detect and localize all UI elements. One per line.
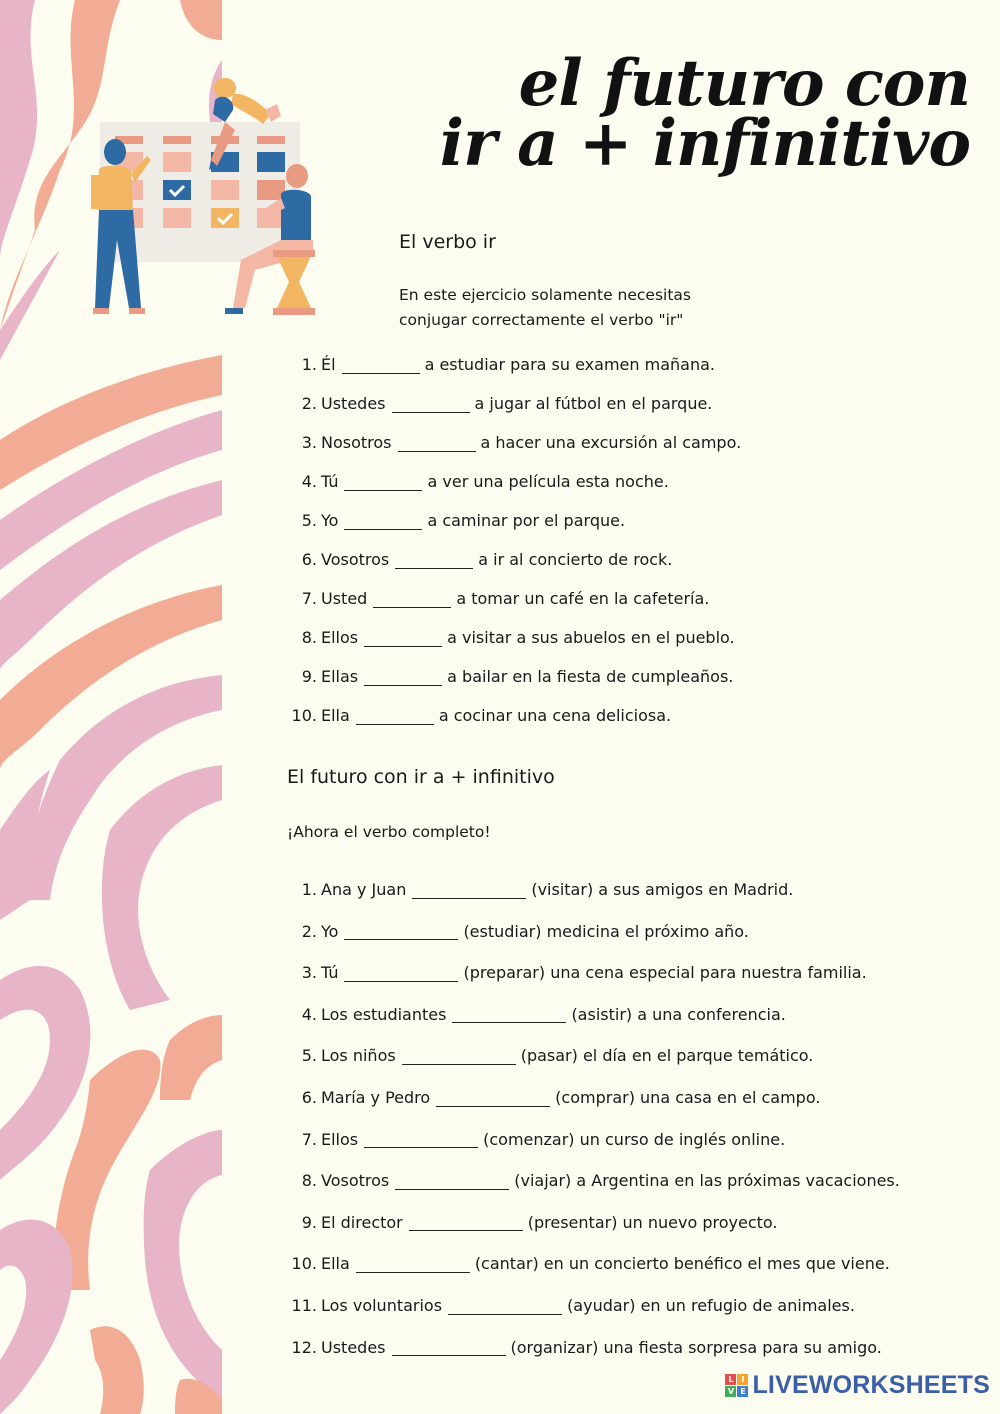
item-sentence: a bailar en la fiesta de cumpleaños. <box>447 667 734 686</box>
item-sentence: (estudiar) medicina el próximo año. <box>463 921 749 941</box>
section1-instruction <box>399 283 691 333</box>
item-subject: Ustedes <box>321 1337 386 1357</box>
item-sentence: a cocinar una cena deliciosa. <box>438 706 672 725</box>
answer-blank-input[interactable] <box>364 1133 478 1148</box>
item-subject: Ustedes <box>321 394 386 413</box>
exercise-item <box>287 922 749 941</box>
item-sentence: a hacer una excursión al campo. <box>480 433 742 452</box>
item-number: 6. <box>301 1088 317 1107</box>
item-sentence: (asistir) a una conferencia. <box>571 1004 786 1024</box>
item-number: 4. <box>301 472 317 491</box>
answer-blank-input[interactable] <box>395 554 473 569</box>
item-sentence: (presentar) un nuevo proyecto. <box>527 1212 778 1232</box>
answer-blank-input[interactable] <box>344 967 458 982</box>
item-subject: Yo <box>321 921 339 941</box>
exercise-item <box>287 394 712 413</box>
item-sentence: (viajar) a Argentina en las próximas vacaciones. <box>514 1171 900 1191</box>
item-subject: Los niños <box>321 1046 396 1066</box>
exercise-item <box>287 472 669 491</box>
item-sentence: a jugar al fútbol en el parque. <box>474 394 713 413</box>
logo-letter: V <box>725 1386 736 1397</box>
item-number: 8. <box>301 628 317 647</box>
page-title-line-1: el futuro con <box>518 46 970 121</box>
logo-letter: E <box>737 1386 748 1397</box>
item-sentence: a estudiar para su examen mañana. <box>424 355 715 374</box>
item-subject: María y Pedro <box>321 1088 431 1107</box>
exercise-item <box>287 1088 820 1107</box>
item-number: 9. <box>301 1212 317 1232</box>
exercise-item <box>287 511 625 530</box>
liveworksheets-brand: LIVEWORKSHEETS <box>752 1371 990 1399</box>
item-number: 1. <box>301 880 317 899</box>
answer-blank-input[interactable] <box>373 593 451 608</box>
calendar-planning-illustration <box>85 70 325 325</box>
item-number: 10. <box>291 706 317 725</box>
item-subject: Nosotros <box>321 433 392 452</box>
answer-blank-input[interactable] <box>344 476 422 491</box>
item-subject: Tú <box>321 963 339 983</box>
item-subject: Ella <box>321 706 350 725</box>
exercise-item <box>287 667 733 686</box>
answer-blank-input[interactable] <box>398 437 476 452</box>
item-sentence: (preparar) una cena especial para nuestra familia. <box>463 963 867 983</box>
item-number: 11. <box>291 1296 317 1315</box>
answer-blank-input[interactable] <box>392 398 470 413</box>
answer-blank-input[interactable] <box>452 1008 566 1023</box>
item-number: 3. <box>301 433 317 452</box>
answer-blank-input[interactable] <box>392 1341 506 1356</box>
page-title-line-2: ir a + infinitivo <box>439 106 970 181</box>
item-number: 3. <box>301 963 317 983</box>
exercise-item <box>287 550 672 569</box>
exercise-item <box>287 1130 785 1149</box>
exercise-item <box>287 355 715 374</box>
answer-blank-input[interactable] <box>436 1092 550 1107</box>
item-sentence: a ver una película esta noche. <box>427 472 669 491</box>
section2-instruction: ¡Ahora el verbo completo! <box>287 823 491 841</box>
exercise-item <box>287 1338 882 1357</box>
logo-letter: L <box>725 1374 736 1385</box>
liveworksheets-logo <box>725 1371 990 1400</box>
item-subject: Ella <box>321 1254 350 1274</box>
item-subject: Él <box>321 355 336 374</box>
exercise-item <box>287 880 793 899</box>
item-sentence: (comprar) una casa en el campo. <box>555 1088 821 1107</box>
item-subject: Vosotros <box>321 1171 390 1191</box>
exercise-item <box>287 589 709 608</box>
answer-blank-input[interactable] <box>364 671 442 686</box>
item-number: 4. <box>301 1004 317 1024</box>
exercise-item <box>287 1046 813 1065</box>
answer-blank-input[interactable] <box>395 1175 509 1190</box>
item-number: 5. <box>301 1046 317 1066</box>
answer-blank-input[interactable] <box>364 632 442 647</box>
item-subject: Los estudiantes <box>321 1004 447 1024</box>
exercise-item <box>287 628 735 647</box>
item-subject: Vosotros <box>321 550 390 569</box>
answer-blank-input[interactable] <box>412 884 526 899</box>
item-number: 10. <box>291 1254 317 1274</box>
answer-blank-input[interactable] <box>344 925 458 940</box>
answer-blank-input[interactable] <box>342 359 420 374</box>
exercise-item <box>287 1213 778 1232</box>
exercise-item <box>287 1254 890 1273</box>
item-sentence: (cantar) en un concierto benéfico el mes que viene. <box>474 1254 890 1274</box>
item-sentence: a visitar a sus abuelos en el pueblo. <box>447 628 735 647</box>
item-subject: Ellos <box>321 628 359 647</box>
item-number: 2. <box>301 921 317 941</box>
exercise-item <box>287 1296 855 1315</box>
item-number: 9. <box>301 667 317 686</box>
section1-instruction-line-1: En este ejercicio solamente necesitas <box>399 286 691 304</box>
item-sentence: a tomar un café en la cafetería. <box>456 589 710 608</box>
item-number: 12. <box>291 1337 317 1357</box>
item-subject: Los voluntarios <box>321 1296 443 1315</box>
item-subject: Ellas <box>321 667 359 686</box>
item-subject: El director <box>321 1212 403 1232</box>
exercise-item <box>287 706 671 725</box>
item-number: 8. <box>301 1171 317 1191</box>
item-subject: Ana y Juan <box>321 880 407 899</box>
exercise-item <box>287 433 741 452</box>
section1-instruction-line-2: conjugar correctamente el verbo "ir" <box>399 311 684 329</box>
section1-heading: El verbo ir <box>399 231 496 253</box>
logo-letter: I <box>737 1374 748 1385</box>
answer-blank-input[interactable] <box>344 515 422 530</box>
item-subject: Yo <box>321 511 339 530</box>
item-number: 7. <box>301 589 317 608</box>
answer-blank-input[interactable] <box>402 1050 516 1065</box>
item-sentence: (ayudar) en un refugio de animales. <box>567 1296 855 1315</box>
exercise-item <box>287 1005 786 1024</box>
item-sentence: (visitar) a sus amigos en Madrid. <box>531 880 794 899</box>
item-number: 1. <box>301 355 317 374</box>
item-sentence: (organizar) una fiesta sorpresa para su amigo. <box>510 1337 882 1357</box>
item-subject: Ellos <box>321 1129 359 1149</box>
answer-blank-input[interactable] <box>448 1300 562 1315</box>
exercise-item <box>287 963 867 982</box>
item-sentence: a caminar por el parque. <box>427 511 626 530</box>
item-sentence: a ir al concierto de rock. <box>478 550 673 569</box>
item-number: 6. <box>301 550 317 569</box>
answer-blank-input[interactable] <box>356 1258 470 1273</box>
item-subject: Tú <box>321 472 339 491</box>
liveworksheets-logo-icon <box>725 1374 748 1397</box>
item-number: 2. <box>301 394 317 413</box>
answer-blank-input[interactable] <box>409 1216 523 1231</box>
item-sentence: (comenzar) un curso de inglés online. <box>483 1129 786 1149</box>
item-sentence: (pasar) el día en el parque temático. <box>520 1046 814 1066</box>
section2-heading: El futuro con ir a + infinitivo <box>287 766 555 788</box>
exercise-item <box>287 1171 900 1190</box>
item-number: 7. <box>301 1129 317 1149</box>
answer-blank-input[interactable] <box>356 710 434 725</box>
item-number: 5. <box>301 511 317 530</box>
item-subject: Usted <box>321 589 368 608</box>
